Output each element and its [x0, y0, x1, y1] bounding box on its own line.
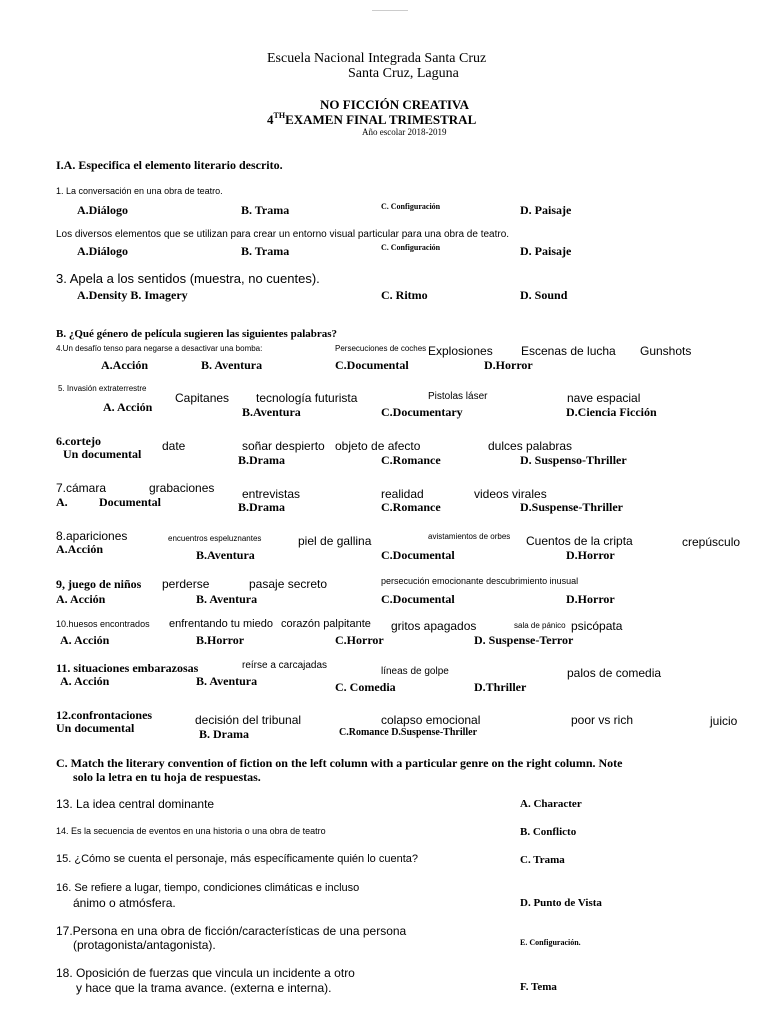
- q4-word-3: Escenas de lucha: [521, 344, 616, 358]
- q4-text: 4.Un desafío tenso para negarse a desactivar una bomba:: [56, 344, 263, 353]
- q1-option-a: A.Diálogo: [77, 203, 128, 217]
- q6-word-2: soñar despierto: [242, 439, 325, 453]
- q1-text: 1. La conversación en una obra de teatro.: [56, 186, 223, 196]
- q10-option-d: D. Suspense-Terror: [474, 633, 574, 647]
- q12-options-cd: C.Romance D.Suspense-Thriller: [339, 727, 478, 738]
- q6-option-c: C.Romance: [381, 453, 441, 467]
- q4-option-a: A.Acción: [101, 358, 148, 372]
- match-option-c: C. Trama: [520, 854, 565, 866]
- match-option-e: E. Configuración.: [520, 938, 581, 947]
- q5-option-a: A. Acción: [103, 400, 153, 414]
- q7-word-2: entrevistas: [242, 487, 301, 501]
- q9-text: 9, juego de niños: [56, 577, 142, 591]
- q5-option-c: C.Documentary: [381, 405, 463, 419]
- q6-word-1: date: [162, 439, 186, 453]
- q4-option-c: C.Documental: [335, 358, 409, 372]
- match-option-b: B. Conflicto: [520, 826, 577, 838]
- section-c-title-line1: C. Match the literary convention of fiction on the left column with a particular genre on the right column. Note: [56, 756, 623, 770]
- q6-text: 6.cortejo: [56, 434, 101, 448]
- match-item-18-line2: y hace que la trama avance. (externa e interna).: [76, 981, 332, 995]
- q4-word-1: Persecuciones de coches: [335, 344, 427, 353]
- q1-option-b: B. Trama: [241, 203, 290, 217]
- section-c-title-line2: solo la letra en tu hoja de respuestas.: [73, 770, 261, 784]
- q5-word-4: nave espacial: [567, 391, 641, 405]
- q11-option-a: A. Acción: [60, 674, 110, 688]
- q4-word-2: Explosiones: [428, 344, 493, 358]
- match-option-a: A. Character: [520, 798, 582, 810]
- q5-option-b: B.Aventura: [242, 405, 301, 419]
- match-item-17: 17.Persona en una obra de ficción/características de una persona: [56, 924, 407, 938]
- q10-word-2: corazón palpitante: [281, 618, 371, 630]
- q8-word-4: Cuentos de la cripta: [526, 534, 633, 548]
- q11-option-c: C. Comedia: [335, 680, 396, 694]
- top-mark: [372, 10, 408, 11]
- q6-option-d: D. Suspenso-Thriller: [520, 453, 627, 467]
- q4-word-4: Gunshots: [640, 344, 692, 358]
- q11-option-b: B. Aventura: [196, 674, 258, 688]
- q5-text: 5. Invasión extraterrestre: [58, 384, 147, 393]
- q10-option-b: B.Horror: [196, 633, 245, 647]
- q2-option-a: A.Diálogo: [77, 244, 128, 258]
- match-item-14: 14. Es la secuencia de eventos en una historia o una obra de teatro: [56, 826, 326, 836]
- q8-option-c: C.Documental: [381, 548, 455, 562]
- q7-option-b: B.Drama: [238, 500, 285, 514]
- section-a-title: I.A. Especifica el elemento literario descrito.: [56, 158, 283, 172]
- q8-word-2: piel de gallina: [298, 534, 372, 548]
- q4-option-d: D.Horror: [484, 358, 533, 372]
- q9-option-b: B. Aventura: [196, 592, 258, 606]
- q10-option-a: A. Acción: [60, 633, 110, 647]
- q6-option-a: Un documental: [63, 447, 142, 461]
- q4-option-b: B. Aventura: [201, 358, 263, 372]
- q1-option-c: C. Configuración: [381, 202, 441, 211]
- q7-option-a-letter: A.: [56, 495, 68, 509]
- q8-word-1: encuentros espeluznantes: [168, 534, 262, 543]
- q3-option-c: C. Ritmo: [381, 288, 428, 302]
- q3-text: 3. Apela a los sentidos (muestra, no cuentes).: [56, 271, 320, 286]
- q12-word-3: poor vs rich: [571, 713, 634, 727]
- q10-text: 10.huesos encontrados: [56, 619, 150, 629]
- q5-word-3: Pistolas láser: [428, 391, 488, 402]
- q3-options-ab: A.Density B. Imagery: [77, 288, 188, 302]
- q9-option-d: D.Horror: [566, 592, 615, 606]
- q8-option-b: B.Aventura: [196, 548, 255, 562]
- q11-option-d: D.Thriller: [474, 680, 527, 694]
- match-item-16: 16. Se refiere a lugar, tiempo, condiciones climáticas e incluso: [56, 882, 360, 894]
- exam-title: 4THEXAMEN FINAL TRIMESTRAL: [267, 111, 477, 127]
- q9-word-1: perderse: [162, 577, 210, 591]
- school-location: Santa Cruz, Laguna: [348, 66, 459, 81]
- q10-word-3: gritos apagados: [391, 619, 477, 633]
- match-item-15: 15. ¿Cómo se cuenta el personaje, más específicamente quién lo cuenta?: [56, 853, 418, 865]
- q8-option-a: A.Acción: [56, 542, 103, 556]
- q11-word-1: reírse a carcajadas: [242, 660, 328, 671]
- q9-option-c: C.Documental: [381, 592, 455, 606]
- q6-word-4: dulces palabras: [488, 439, 573, 453]
- q11-text: 11. situaciones embarazosas: [56, 661, 199, 675]
- match-item-17-line2: (protagonista/antagonista).: [73, 938, 216, 952]
- section-b-title: B. ¿Qué género de película sugieren las siguientes palabras?: [56, 328, 338, 340]
- match-option-f: F. Tema: [520, 981, 557, 993]
- q3-option-d: D. Sound: [520, 288, 568, 302]
- match-item-18: 18. Oposición de fuerzas que vincula un incidente a otro: [56, 966, 355, 980]
- q7-word-1: grabaciones: [149, 481, 215, 495]
- q2-option-d: D. Paisaje: [520, 244, 572, 258]
- q12-word-4: juicio: [710, 714, 738, 728]
- q2-option-b: B. Trama: [241, 244, 290, 258]
- q2-text: Los diversos elementos que se utilizan para crear un entorno visual particular para una obra de teatro.: [56, 229, 510, 240]
- q7-option-c: C.Romance: [381, 500, 441, 514]
- q8-text: 8.apariciones: [56, 529, 128, 543]
- q7-option-a: Documental: [99, 495, 161, 509]
- q10-option-c: C.Horror: [335, 633, 384, 647]
- q11-word-2: líneas de golpe: [381, 666, 449, 677]
- match-item-13: 13. La idea central dominante: [56, 797, 215, 811]
- q12-option-b: B. Drama: [199, 727, 249, 741]
- q12-option-a: Un documental: [56, 721, 135, 735]
- q8-option-d: D.Horror: [566, 548, 615, 562]
- q9-option-a: A. Acción: [56, 592, 106, 606]
- q1-option-d: D. Paisaje: [520, 203, 572, 217]
- school-year: Año escolar 2018-2019: [362, 127, 447, 137]
- match-option-d: D. Punto de Vista: [520, 897, 602, 909]
- q9-word-3: persecución emocionante descubrimiento inusual: [381, 576, 579, 586]
- q12-word-1: decisión del tribunal: [195, 713, 302, 727]
- q7-word-4: videos virales: [474, 487, 547, 501]
- subject-title: NO FICCIÓN CREATIVA: [320, 97, 470, 112]
- q10-word-1: enfrentando tu miedo: [169, 618, 273, 630]
- q5-option-d: D.Ciencia Ficción: [566, 405, 657, 419]
- match-item-16-line2: ánimo o atmósfera.: [73, 896, 176, 910]
- q7-word-3: realidad: [381, 487, 424, 501]
- q5-word-2: tecnología futurista: [256, 391, 358, 405]
- q10-word-4: sala de pánico: [514, 621, 566, 630]
- school-name: Escuela Nacional Integrada Santa Cruz: [267, 51, 487, 66]
- q2-option-c: C. Configuración: [381, 243, 441, 252]
- q12-word-2: colapso emocional: [381, 713, 481, 727]
- q7-option-d: D.Suspense-Thriller: [520, 500, 624, 514]
- q7-text: 7.cámara: [56, 481, 107, 495]
- q11-word-3: palos de comedia: [567, 666, 662, 680]
- q10-word-5: psicópata: [571, 619, 623, 633]
- q6-word-3: objeto de afecto: [335, 439, 421, 453]
- q6-option-b: B.Drama: [238, 453, 285, 467]
- q12-text: 12.confrontaciones: [56, 708, 153, 722]
- q5-word-1: Capitanes: [175, 391, 230, 405]
- q8-word-3: avistamientos de orbes: [428, 532, 511, 541]
- q9-word-2: pasaje secreto: [249, 577, 328, 591]
- q8-word-5: crepúsculo: [682, 535, 741, 549]
